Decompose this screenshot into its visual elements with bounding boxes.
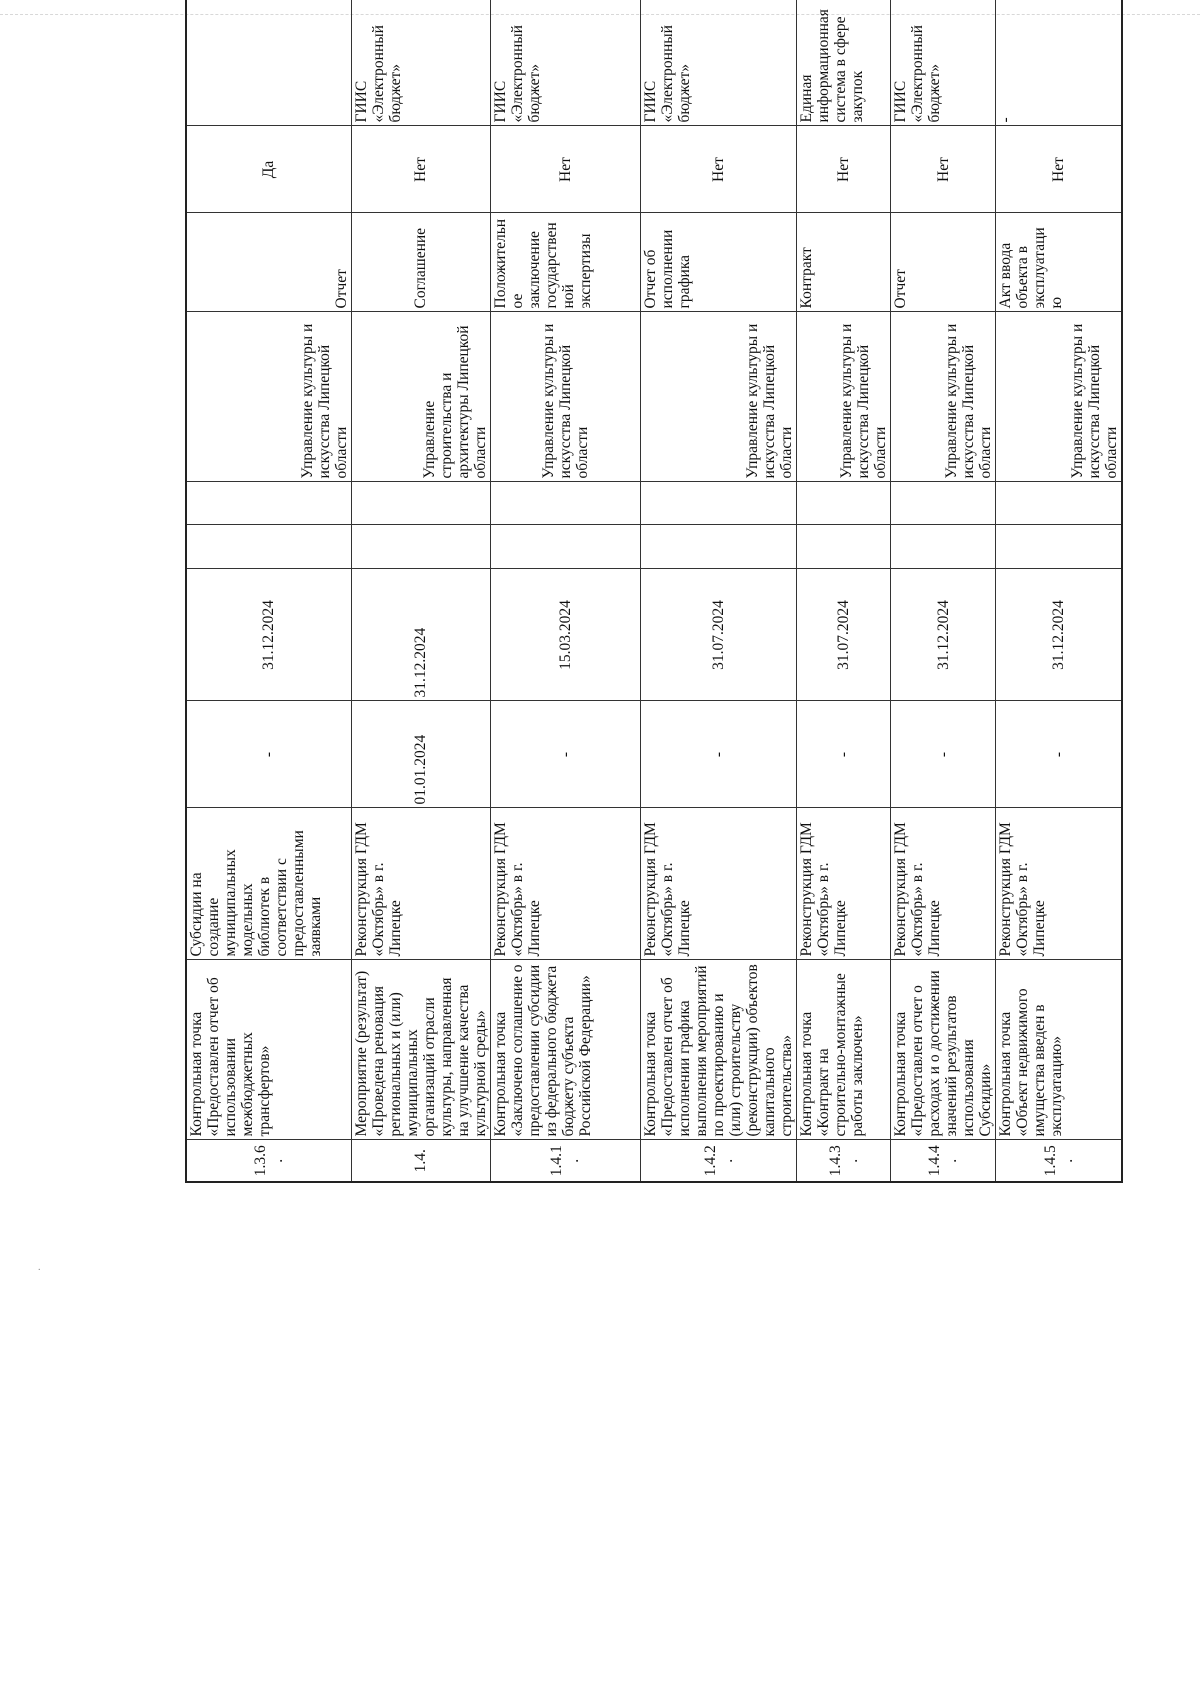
table-row: [797, 0, 891, 1182]
responsible-body: Управление культуры и искусства Липецкой области: [490, 312, 640, 482]
start-date: -: [186, 701, 351, 808]
end-date: 31.12.2024: [186, 569, 351, 701]
item-object: Субсидии на создание муниципальных модельных библиотек в соответствии с предоставленными заявками: [186, 808, 351, 960]
item-name: Контрольная точка «Предоставлен отчет об использовании межбюджетных трансфертов»: [186, 960, 351, 1140]
table-row: [891, 0, 996, 1182]
flag-value: Нет: [490, 126, 640, 213]
empty-cell: [186, 525, 351, 569]
end-date: 15.03.2024: [490, 569, 640, 701]
scan-speck: .: [38, 1262, 41, 1273]
responsible-body: Управление культуры и искусства Липецкой области: [996, 312, 1122, 482]
table-row: [186, 0, 351, 1182]
flag-value: Нет: [891, 126, 996, 213]
empty-cell: [996, 482, 1122, 525]
item-name: Контрольная точка «Контракт на строительно-монтажные работы заключен»: [797, 960, 891, 1140]
information-system: ГИИС «Электронный бюджет»: [891, 0, 996, 126]
item-name: Контрольная точка «Предоставлен отчет о расходах и о достижении значений результатов использования Субсидии»: [891, 960, 996, 1140]
start-date: -: [797, 701, 891, 808]
responsible-body: Управление культуры и искусства Липецкой области: [891, 312, 996, 482]
item-name: Контрольная точка «Предоставлен отчет об исполнении графика выполнения мероприятий по проектированию и (или) строительству (реконструкции) объектов капитального строительства»: [640, 960, 796, 1140]
flag-value: Да: [186, 126, 351, 213]
flag-value: Нет: [640, 126, 796, 213]
item-name: Контрольная точка «Объект недвижимого имущества введен в эксплуатацию»: [996, 960, 1122, 1140]
table-row: [351, 0, 490, 1182]
flag-value: Нет: [996, 126, 1122, 213]
start-date: -: [640, 701, 796, 808]
control-points-table: [185, 0, 1123, 1183]
row-number: 1.4.4.: [891, 1140, 996, 1182]
information-system: ГИИС «Электронный бюджет»: [490, 0, 640, 126]
start-date: -: [490, 701, 640, 808]
item-name: Мероприятие (результат) «Проведена реновация региональных и (или) муниципальных организаций отрасли культуры, направленная на улучшение качества культурной среды»: [351, 960, 490, 1140]
start-date: 01.01.2024: [351, 701, 490, 808]
information-system: Единая информационная система в сфере закупок: [797, 0, 891, 126]
item-object: Реконструкция ГДМ «Октябрь» в г. Липецке: [797, 808, 891, 960]
item-object: Реконструкция ГДМ «Октябрь» в г. Липецке: [351, 808, 490, 960]
information-system: ГИИС «Электронный бюджет»: [640, 0, 796, 126]
start-date: -: [996, 701, 1122, 808]
end-date: 31.12.2024: [351, 569, 490, 701]
document-type: Отчет: [186, 213, 351, 312]
empty-cell: [351, 482, 490, 525]
empty-cell: [640, 482, 796, 525]
row-number: 1.4.3.: [797, 1140, 891, 1182]
flag-value: Нет: [351, 126, 490, 213]
row-number: 1.4.2.: [640, 1140, 796, 1182]
end-date: 31.07.2024: [640, 569, 796, 701]
empty-cell: [996, 525, 1122, 569]
table-row: [640, 0, 796, 1182]
table-row: [996, 0, 1122, 1182]
item-object: Реконструкция ГДМ «Октябрь» в г. Липецке: [891, 808, 996, 960]
document-type: Отчет об исполнении графика: [640, 213, 796, 312]
responsible-body: Управление строительства и архитектуры Липецкой области: [351, 312, 490, 482]
row-number: 1.3.6.: [186, 1140, 351, 1182]
start-date: -: [891, 701, 996, 808]
responsible-body: Управление культуры и искусства Липецкой области: [186, 312, 351, 482]
empty-cell: [891, 525, 996, 569]
information-system: [186, 0, 351, 126]
information-system: -: [996, 0, 1122, 126]
empty-cell: [490, 482, 640, 525]
empty-cell: [891, 482, 996, 525]
row-number: 1.4.1.: [490, 1140, 640, 1182]
end-date: 31.12.2024: [996, 569, 1122, 701]
rotated-table-wrapper: [185, 9, 1123, 1183]
row-number: 1.4.5.: [996, 1140, 1122, 1182]
document-type: Положительное заключение государственной экспертизы: [490, 213, 640, 312]
end-date: 31.12.2024: [891, 569, 996, 701]
empty-cell: [186, 482, 351, 525]
item-object: Реконструкция ГДМ «Октябрь» в г. Липецке: [640, 808, 796, 960]
empty-cell: [351, 525, 490, 569]
flag-value: Нет: [797, 126, 891, 213]
responsible-body: Управление культуры и искусства Липецкой области: [797, 312, 891, 482]
item-object: Реконструкция ГДМ «Октябрь» в г. Липецке: [490, 808, 640, 960]
row-number: 1.4.: [351, 1140, 490, 1182]
document-type: Отчет: [891, 213, 996, 312]
document-type: Акт ввода объекта в эксплуатацию: [996, 213, 1122, 312]
responsible-body: Управление культуры и искусства Липецкой области: [640, 312, 796, 482]
document-type: Контракт: [797, 213, 891, 312]
item-name: Контрольная точка «Заключено соглашение о предоставлении субсидии из федерального бюджета бюджету субъекта Российской Федерации»: [490, 960, 640, 1140]
information-system: ГИИС «Электронный бюджет»: [351, 0, 490, 126]
item-object: Реконструкция ГДМ «Октябрь» в г. Липецке: [996, 808, 1122, 960]
empty-cell: [797, 482, 891, 525]
empty-cell: [640, 525, 796, 569]
document-type: Соглашение: [351, 213, 490, 312]
empty-cell: [490, 525, 640, 569]
end-date: 31.07.2024: [797, 569, 891, 701]
empty-cell: [797, 525, 891, 569]
table-row: [490, 0, 640, 1182]
